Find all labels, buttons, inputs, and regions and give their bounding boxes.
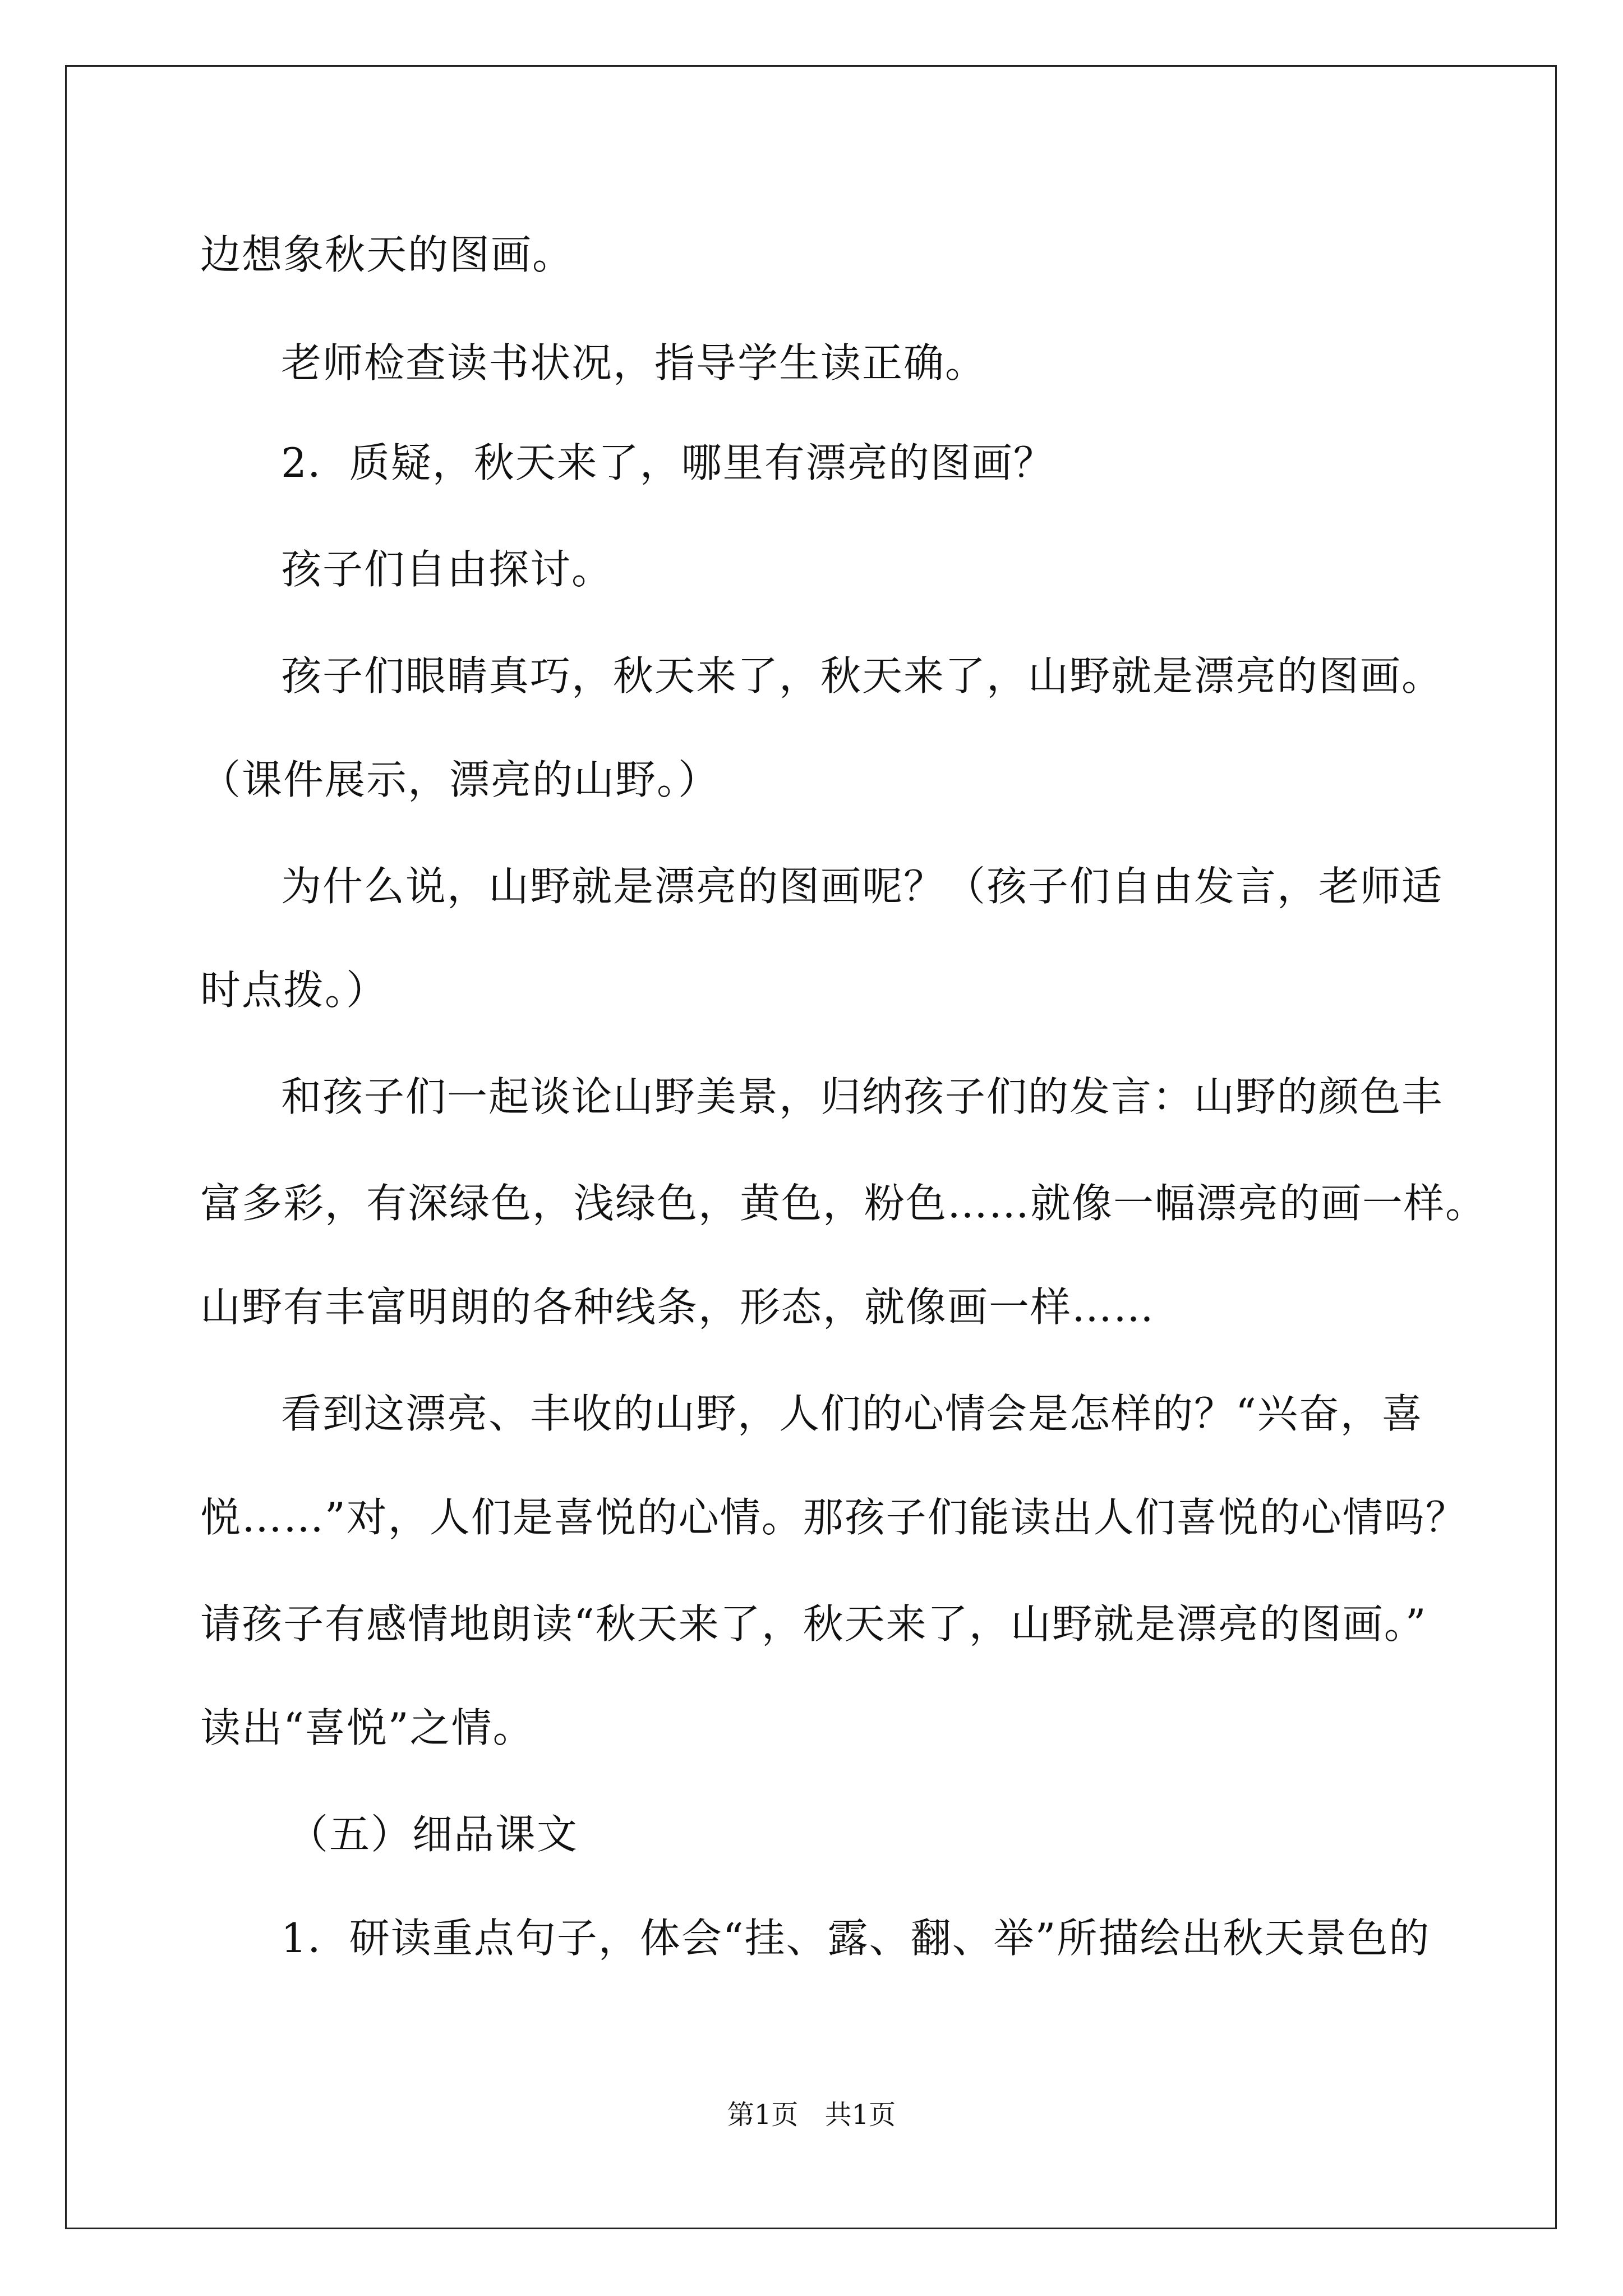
text-line-9: 和孩子们一起谈论山野美景，归纳孩子们的发言：山野的颜色丰 <box>281 1073 1444 1120</box>
text-line-3: 2．质疑，秋天来了，哪里有漂亮的图画？ <box>281 439 1055 486</box>
text-line-1: 边想象秋天的图画。 <box>200 231 574 278</box>
page-number: 第1页 <box>727 2099 799 2131</box>
text-line-11: 山野有丰富明朗的各种线条，形态，就像画一样…… <box>200 1283 1155 1331</box>
text-line-4: 孩子们自由探讨。 <box>281 546 614 593</box>
text-line-13: 悦……”对，人们是喜悦的心情。那孩子们能读出人们喜悦的心情吗？ <box>200 1494 1467 1541</box>
text-line-6: （课件展示，漂亮的山野。） <box>200 756 720 803</box>
section-heading: （五）细品课文 <box>288 1811 579 1858</box>
text-line-10: 富多彩，有深绿色，浅绿色，黄色，粉色……就像一幅漂亮的画一样。 <box>200 1180 1487 1227</box>
page-frame <box>65 65 1557 2229</box>
page-footer <box>0 2098 1623 2132</box>
text-line-14: 请孩子有感情地朗读“秋天来了，秋天来了，山野就是漂亮的图画。” <box>200 1600 1427 1648</box>
text-line-5: 孩子们眼睛真巧，秋天来了，秋天来了，山野就是漂亮的图画。 <box>281 652 1444 700</box>
text-line-15: 读出“喜悦”之情。 <box>200 1704 534 1751</box>
text-line-8: 时点拨。） <box>200 967 388 1014</box>
page-total: 共1页 <box>824 2099 896 2131</box>
text-line-12: 看到这漂亮、丰收的山野，人们的心情会是怎样的？“兴奋，喜 <box>281 1390 1423 1437</box>
text-line-2: 老师检查读书状况，指导学生读正确。 <box>281 339 987 386</box>
text-line-17: 1．研读重点句子，体会“挂、露、翻、举”所描绘出秋天景色的 <box>281 1915 1431 1962</box>
text-line-7: 为什么说，山野就是漂亮的图画呢？（孩子们自由发言，老师适 <box>281 863 1444 910</box>
